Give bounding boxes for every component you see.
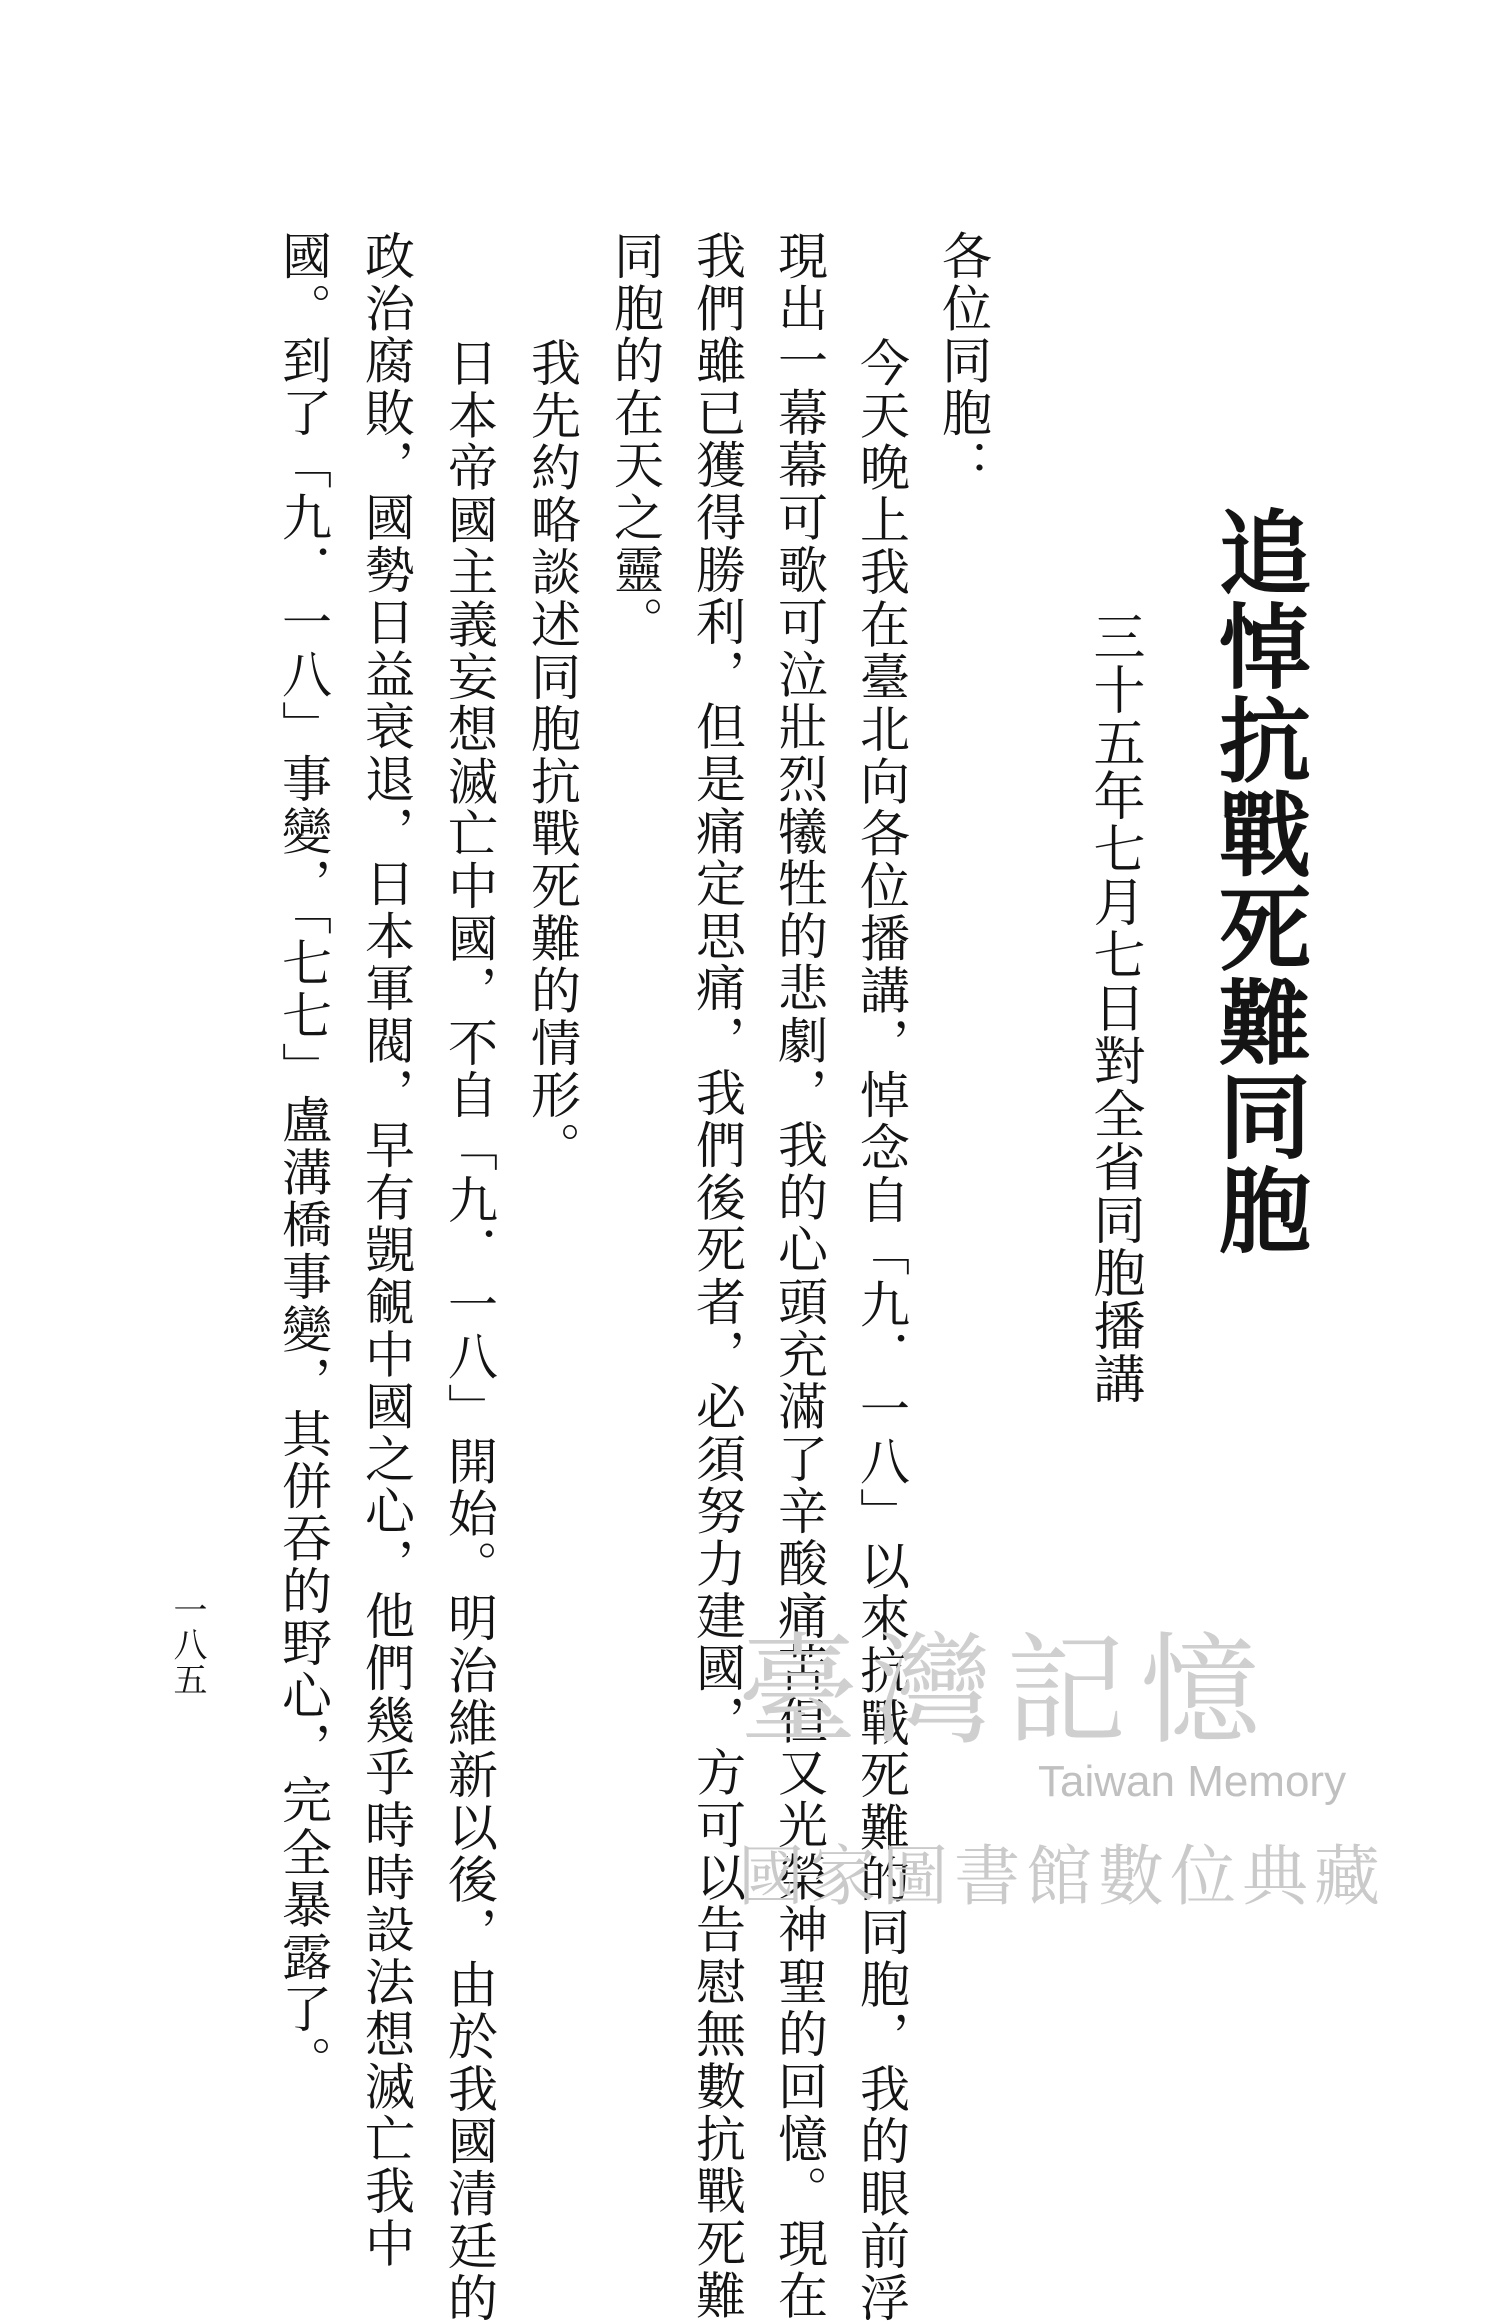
text-column: 今天晚上我在臺北向各位播講，悼念自「九．一八」以來抗戰死難的同胞，我的眼前浮 xyxy=(852,337,910,2324)
salutation: 各位同胞： xyxy=(934,230,992,492)
watermark-english: Taiwan Memory xyxy=(1038,1757,1347,1806)
text-column: 日本帝國主義妄想滅亡中國，不自「九．一八」開始。明治維新以後，由於我國清廷的 xyxy=(440,337,498,2324)
text-column: 現出一幕幕可歌可泣壯烈犧牲的悲劇，我的心頭充滿了辛酸痛苦但又光榮神聖的回憶。現在 xyxy=(770,230,828,2322)
text-column: 我先約略談述同胞抗戰死難的情形。 xyxy=(523,337,581,1174)
page-subtitle: 三十五年七月七日對全省同胞播講 xyxy=(1084,610,1144,1405)
text-column: 同胞的在天之靈。 xyxy=(606,230,664,649)
page-title: 追悼抗戰死難同胞 xyxy=(1204,505,1312,1257)
text-column: 政治腐敗，國勢日益衰退，日本軍閥，早有覬覦中國之心，他們幾乎時時設法想滅亡我中 xyxy=(357,230,415,2270)
text-column: 國。到了「九．一八」事變，「七七」盧溝橋事變，其併吞的野心，完全暴露了。 xyxy=(274,230,332,2088)
watermark-chinese: 國家圖書館數位典藏 xyxy=(738,1838,1386,1915)
watermark xyxy=(738,1595,1398,2015)
watermark-logo: 臺灣記憶 xyxy=(738,1622,1274,1761)
page-number: 一八五 xyxy=(167,1592,207,1697)
text-column: 我們雖已獲得勝利，但是痛定思痛，我們後死者，必須努力建國，方可以告慰無數抗戰死難 xyxy=(688,230,746,2322)
